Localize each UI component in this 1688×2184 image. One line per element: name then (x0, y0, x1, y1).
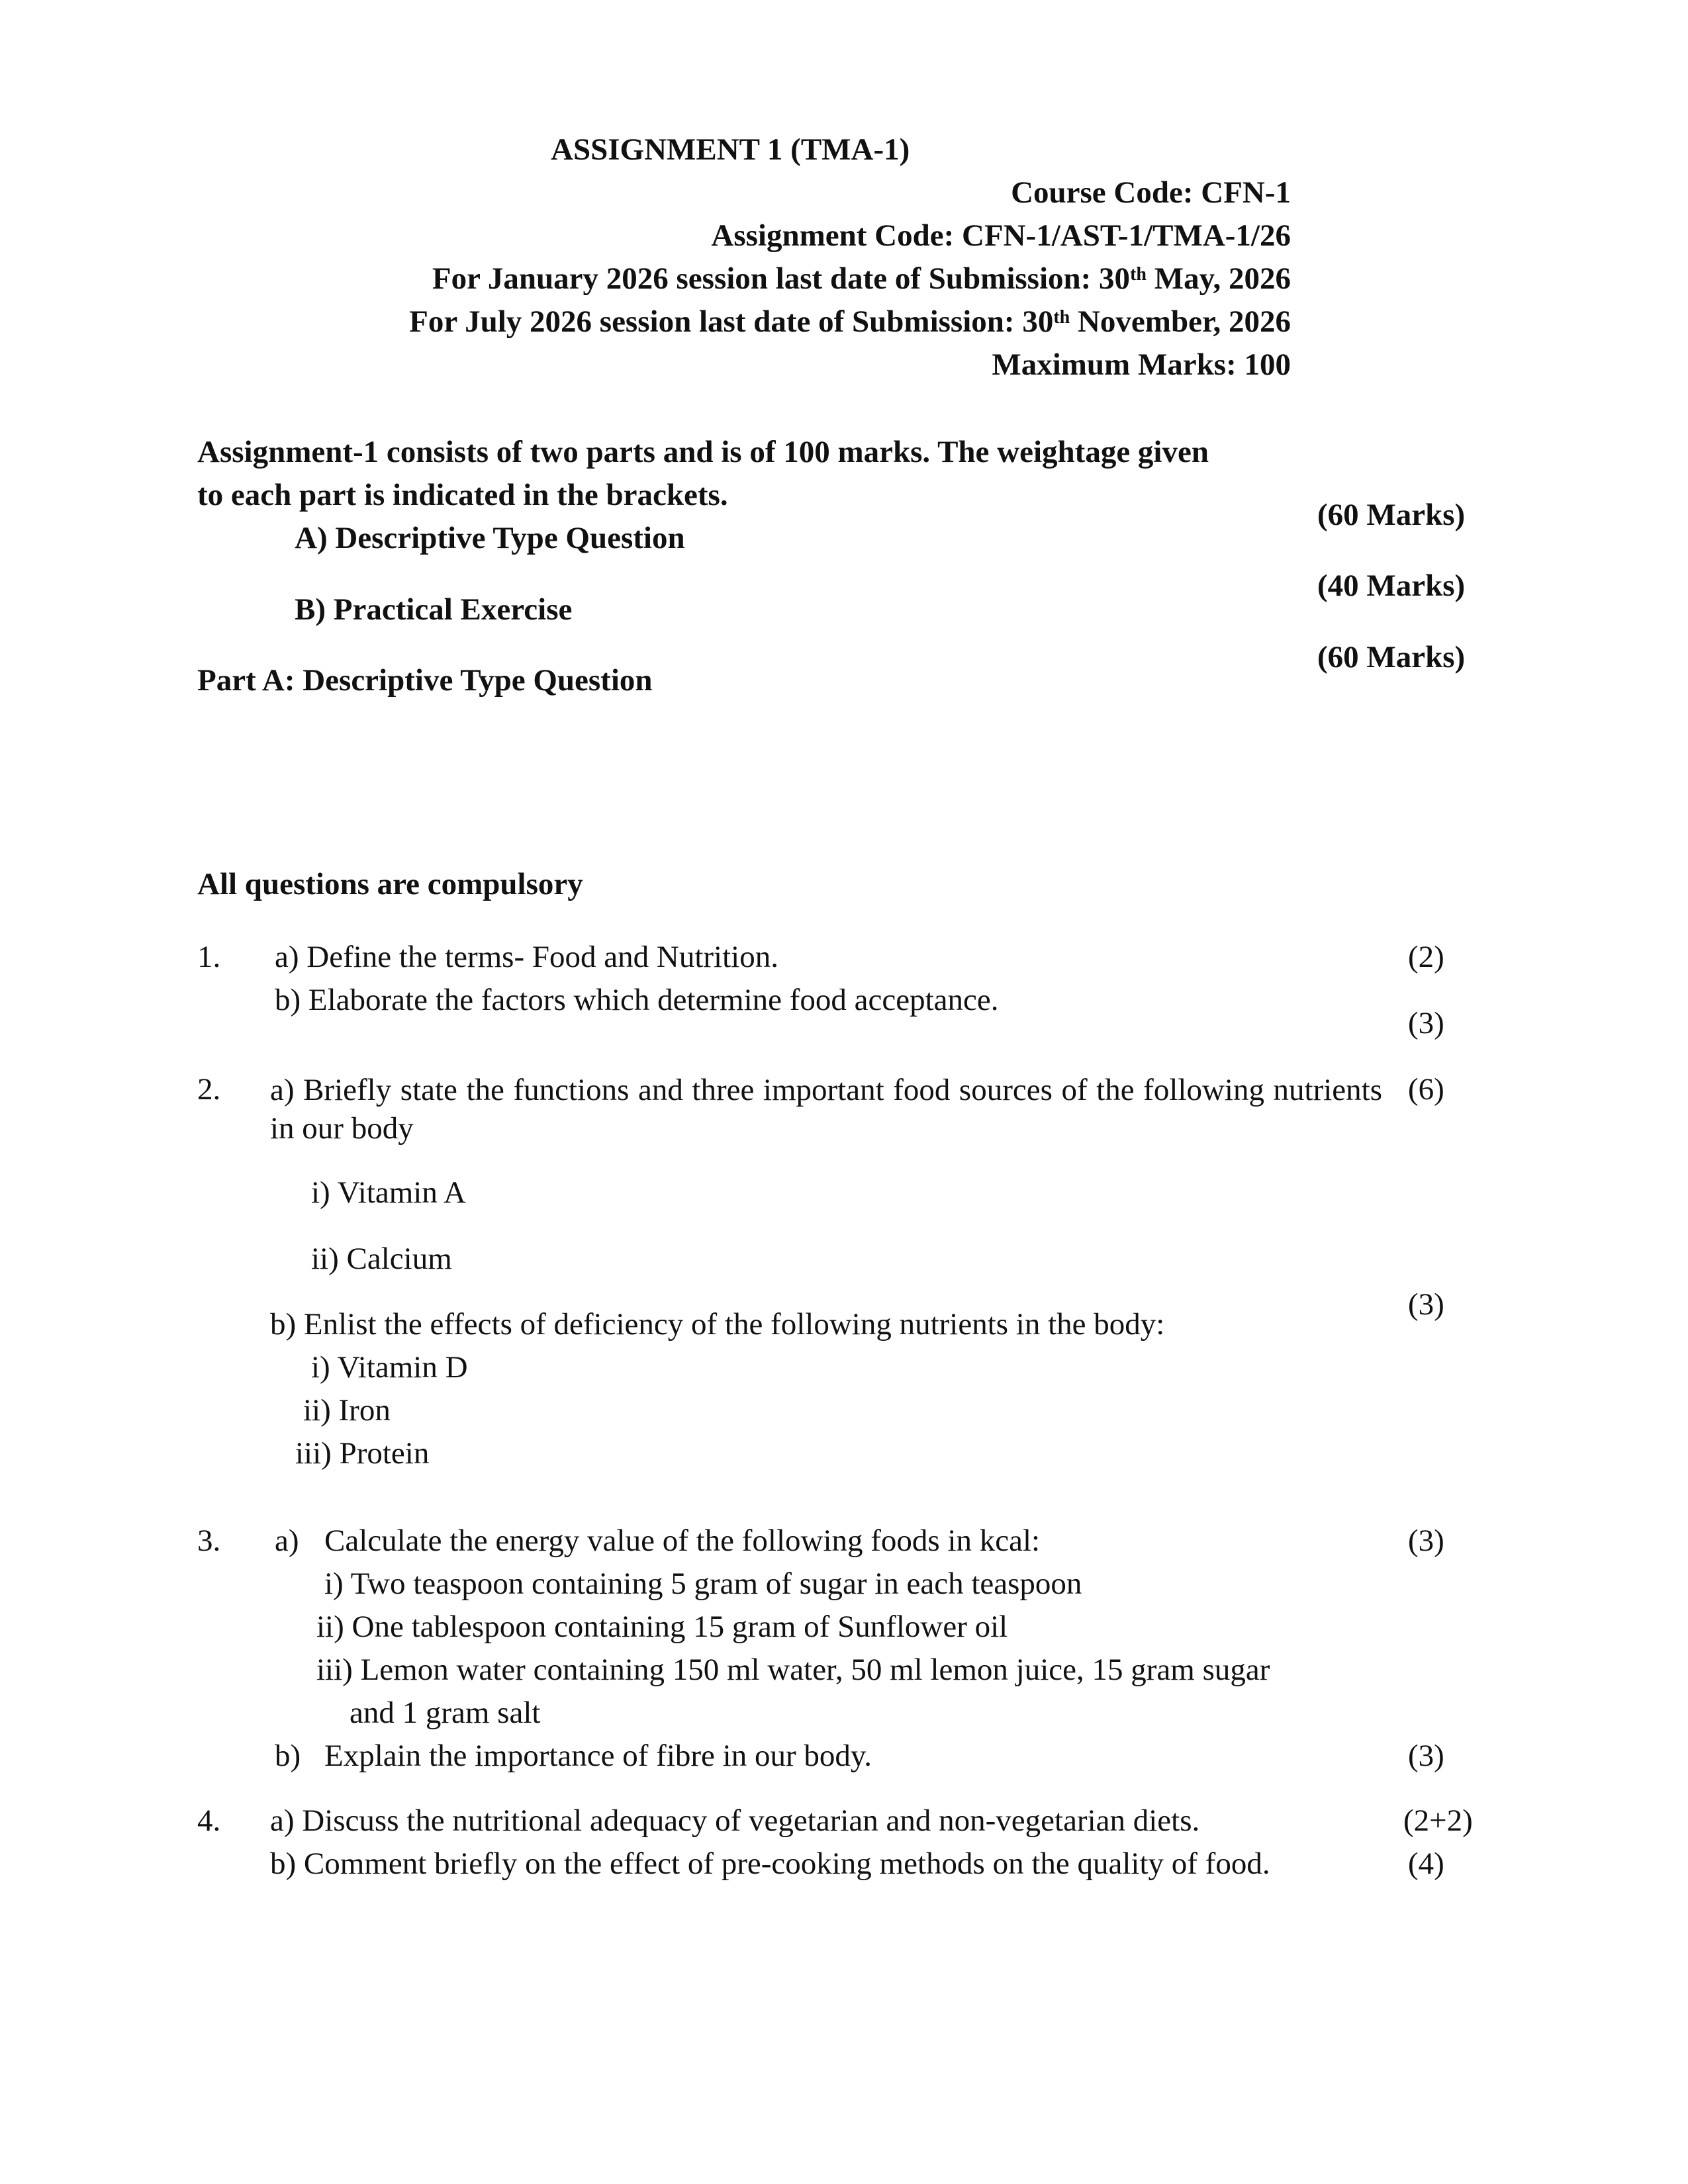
q3-part-a-item-3-continued: and 1 gram salt (350, 1696, 541, 1730)
january-date-suffix: May, 2026 (1146, 261, 1291, 296)
july-date-ordinal: th (1053, 307, 1070, 328)
q3-part-a-label: a) (275, 1524, 299, 1558)
q2-part-a-item-1: i) Vitamin A (311, 1175, 466, 1210)
january-submission-date (432, 260, 1291, 297)
part-a-label: A) Descriptive Type Question (295, 521, 685, 555)
maximum-marks: Maximum Marks: 100 (992, 347, 1291, 382)
section-title: Part A: Descriptive Type Question (197, 663, 653, 698)
part-a-marks: (60 Marks) (1317, 498, 1466, 532)
q3-part-b-label: b) (275, 1739, 301, 1773)
q2-part-a-marks: (6) (1408, 1072, 1444, 1107)
assignment-code: Assignment Code: CFN-1/AST-1/TMA-1/26 (711, 218, 1291, 253)
q1-part-b-marks: (3) (1408, 1006, 1444, 1040)
q4-part-a: a) Discuss the nutritional adequacy of vegetarian and non-vegetarian diets. (270, 1803, 1200, 1838)
q3-number: 3. (197, 1524, 221, 1558)
part-b-label: B) Practical Exercise (295, 592, 573, 627)
q2-part-b-item-1: i) Vitamin D (311, 1350, 468, 1385)
q4-part-b-marks: (4) (1408, 1846, 1444, 1881)
q4-part-b: b) Comment briefly on the effect of pre-cooking methods on the quality of food. (270, 1846, 1270, 1881)
q2-part-a: a) Briefly state the functions and three important food sources of the following nutrients in our body (270, 1073, 1382, 1146)
q3-part-b: Explain the importance of fibre in our body. (324, 1739, 872, 1773)
q2-part-b: b) Enlist the effects of deficiency of the following nutrients in the body: (270, 1307, 1165, 1342)
assignment-title: ASSIGNMENT 1 (TMA-1) (551, 132, 910, 167)
q1-part-a-marks: (2) (1408, 940, 1444, 974)
q3-part-a-item-2: ii) One tablespoon containing 15 gram of Sunflower oil (316, 1610, 1008, 1644)
compulsory-note: All questions are compulsory (197, 867, 583, 901)
section-marks: (60 Marks) (1317, 640, 1466, 674)
july-date-suffix: November, 2026 (1070, 304, 1291, 339)
q3-part-a-marks: (3) (1408, 1524, 1444, 1558)
q2-part-b-item-3: iii) Protein (295, 1436, 430, 1471)
part-b-marks: (40 Marks) (1317, 569, 1466, 603)
july-submission-date (409, 303, 1291, 340)
q2-part-b-marks: (3) (1408, 1287, 1444, 1322)
intro-line-2: to each part is indicated in the brackets. (197, 478, 728, 512)
q4-number: 4. (197, 1803, 221, 1838)
q3-part-b-marks: (3) (1408, 1739, 1444, 1773)
q1-part-a: a) Define the terms- Food and Nutrition. (275, 940, 778, 974)
january-date-prefix: For January 2026 session last date of Submission: 30 (432, 261, 1131, 296)
q3-part-a-item-3: iii) Lemon water containing 150 ml water, 50 ml lemon juice, 15 gram sugar (316, 1653, 1270, 1687)
course-code: Course Code: CFN-1 (1011, 175, 1291, 210)
q2-part-b-item-2: ii) Iron (303, 1393, 391, 1428)
january-date-ordinal: th (1130, 264, 1147, 285)
q1-part-b: b) Elaborate the factors which determine food acceptance. (275, 983, 999, 1017)
q3-part-a-item-1: i) Two teaspoon containing 5 gram of sugar in each teaspoon (324, 1567, 1082, 1601)
intro-line-1: Assignment-1 consists of two parts and is of 100 marks. The weightage given (197, 435, 1209, 469)
q4-part-a-marks: (2+2) (1403, 1803, 1473, 1838)
q1-number: 1. (197, 940, 221, 974)
july-date-prefix: For July 2026 session last date of Submission: 30 (409, 304, 1054, 339)
q2-part-a-item-2: ii) Calcium (311, 1242, 452, 1276)
q3-part-a: Calculate the energy value of the following foods in kcal: (324, 1524, 1041, 1558)
q2-number: 2. (197, 1072, 221, 1107)
